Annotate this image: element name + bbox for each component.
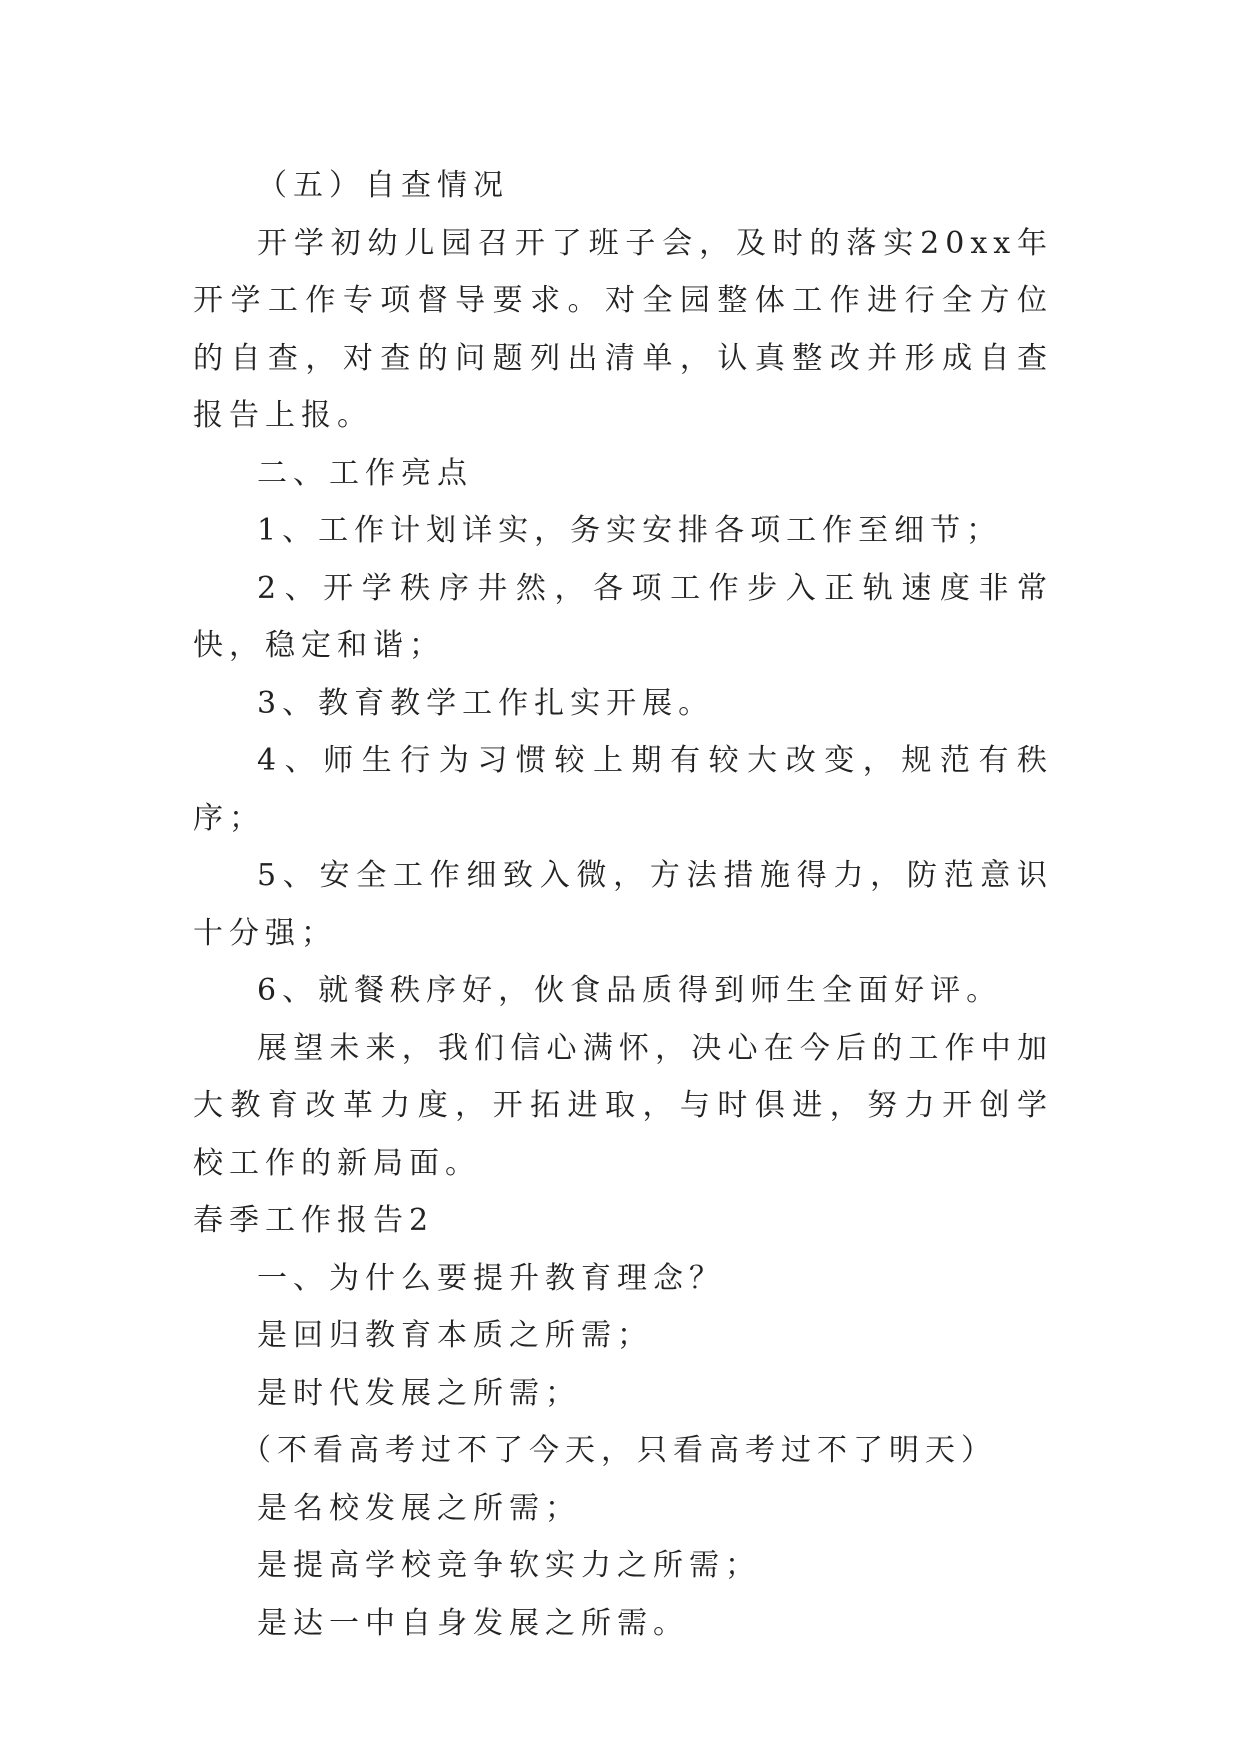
paragraph-reason-2: 是时代发展之所需； bbox=[257, 1375, 581, 1411]
paragraph-reason-5: 是达一中自身发展之所需。 bbox=[257, 1605, 689, 1641]
paragraph-reason-2-note: （不看高考过不了今天，只看高考过不了明天） bbox=[241, 1433, 997, 1468]
paragraph-question: 一、为什么要提升教育理念？ bbox=[257, 1260, 725, 1296]
section-title: 春季工作报告2 bbox=[193, 1203, 435, 1238]
paragraph-reason-4: 是提高学校竞争软实力之所需； bbox=[257, 1548, 761, 1583]
paragraph-highlight-2: 2、开学秩序井然，各项工作步入正轨速度非常快，稳定和谐； bbox=[193, 570, 1053, 663]
paragraph-highlight-1: 1、工作计划详实，务实安排各项工作至细节； bbox=[257, 513, 1003, 548]
paragraph-highlight-5: 5、安全工作细致入微，方法措施得力，防范意识十分强； bbox=[193, 858, 1053, 951]
paragraph-highlight-4: 4、师生行为习惯较上期有较大改变，规范有秩序； bbox=[193, 743, 1053, 836]
paragraph-outlook: 展望未来，我们信心满怀，决心在今后的工作中加大教育改革力度，开拓进取，与时俱进，努力开创学校工作的新局面。 bbox=[193, 1030, 1053, 1181]
paragraph-highlight-3: 3、教育教学工作扎实开展。 bbox=[257, 685, 715, 721]
document-body bbox=[193, 157, 1053, 1652]
paragraph-reason-1: 是回归教育本质之所需； bbox=[257, 1318, 653, 1353]
paragraph-self-check-body: 开学初幼儿园召开了班子会，及时的落实20xx年开学工作专项督导要求。对全园整体工作进行全方位的自查，对查的问题列出清单，认真整改并形成自查报告上报。 bbox=[193, 225, 1053, 433]
paragraph-reason-3: 是名校发展之所需； bbox=[257, 1490, 581, 1526]
paragraph-highlight-6: 6、就餐秩序好，伙食品质得到师生全面好评。 bbox=[257, 973, 1003, 1008]
paragraph-heading-highlights: 二、工作亮点 bbox=[257, 455, 473, 491]
paragraph-subheading-self-check: （五）自查情况 bbox=[257, 168, 509, 203]
